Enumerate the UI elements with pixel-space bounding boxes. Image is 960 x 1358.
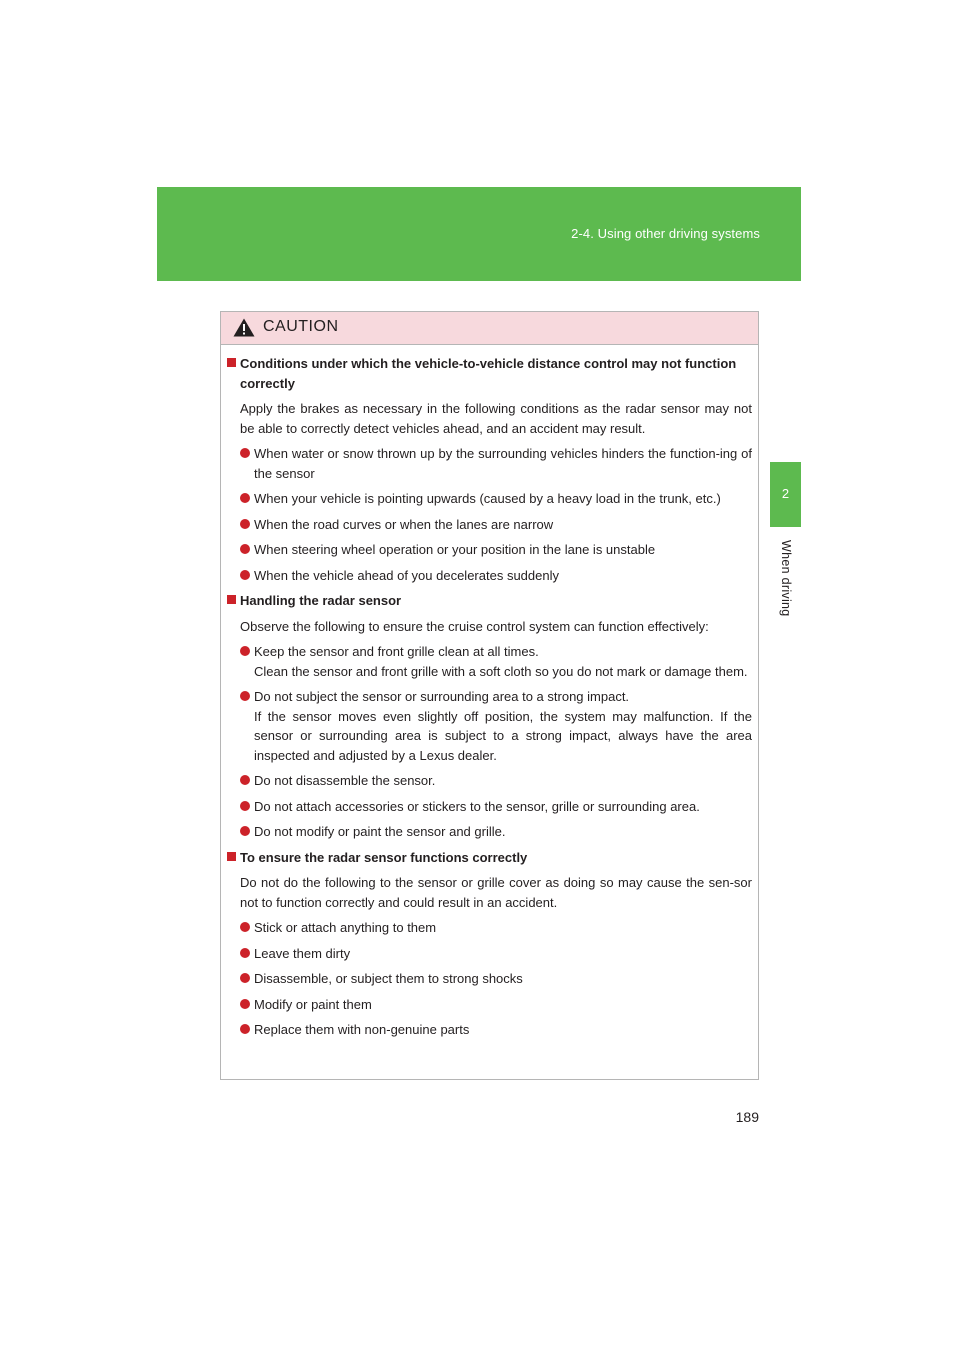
section-intro: Do not do the following to the sensor or grille cover as doing so may cause the sen-sor not to function correctly and could result in an accident. [240,875,752,910]
round-bullet-icon [240,691,250,701]
bullet-text: Disassemble, or subject them to strong shocks [254,971,523,986]
caution-title: CAUTION [263,318,339,335]
round-bullet-icon [240,801,250,811]
page-number: 189 [735,1109,759,1125]
chapter-label: When driving [779,540,793,617]
square-bullet-icon [227,595,236,604]
round-bullet-icon [240,448,250,458]
round-bullet-icon [240,999,250,1009]
round-bullet-icon [240,775,250,785]
chapter-header-band [157,187,801,281]
caution-section-heading [227,848,752,868]
section-heading-text: Handling the radar sensor [240,593,402,608]
bullet-item [227,1020,752,1040]
bullet-text: When your vehicle is pointing upwards (caused by a heavy load in the trunk, etc.) [254,491,721,506]
bullet-text: Stick or attach anything to them [254,920,437,935]
bullet-text: Do not attach accessories or stickers to the sensor, grille or surrounding area. [254,798,700,814]
section-title: 2-4. Using other driving systems [571,226,760,241]
section-intro: Observe the following to ensure the cruise control system can function effectively: [240,618,709,634]
bullet-item [227,797,752,817]
bullet-item [227,515,752,535]
bullet-item [227,540,752,560]
round-bullet-icon [240,544,250,554]
warning-triangle-icon [233,318,255,337]
bullet-item [227,822,752,842]
caution-box [220,311,759,1080]
caution-section-heading [227,354,752,393]
round-bullet-icon [240,922,250,932]
bullet-text: Do not modify or paint the sensor and grille. [254,824,506,839]
bullet-item [227,944,752,964]
bullet-text: Clean the sensor and front grille with a soft cloth so you do not mark or damage them. [254,663,748,679]
bullet-text: When water or snow thrown up by the surrounding vehicles hinders the function-ing of the sensor [254,446,752,481]
section-heading-text: To ensure the radar sensor functions correctly [240,849,528,865]
round-bullet-icon [240,519,250,529]
bullet-item [227,995,752,1015]
section-intro: Apply the brakes as necessary in the following conditions as the radar sensor may not be able to correctly detect vehicles ahead, and an accident may result. [240,401,752,436]
caution-content [221,345,758,1040]
caution-header [221,312,758,345]
round-bullet-icon [240,948,250,958]
round-bullet-icon [240,973,250,983]
round-bullet-icon [240,493,250,503]
bullet-text: When steering wheel operation or your position in the lane is unstable [254,542,656,557]
bullet-item [227,642,752,681]
chapter-number: 2 [781,486,790,501]
bullet-text: Do not subject the sensor or surrounding area to a strong impact. [254,689,630,704]
bullet-text: Modify or paint them [254,996,372,1012]
bullet-item [227,566,752,586]
bullet-text: When the road curves or when the lanes are narrow [254,516,554,532]
square-bullet-icon [227,358,236,367]
bullet-item [227,687,752,765]
bullet-item [227,771,752,791]
bullet-text: Keep the sensor and front grille clean at all times. [254,644,539,659]
bullet-text: Do not disassemble the sensor. [254,773,436,788]
bullet-item [227,918,752,938]
square-bullet-icon [227,852,236,861]
bullet-text: When the vehicle ahead of you decelerates suddenly [254,567,559,583]
caution-section-heading [227,591,752,611]
bullet-text: Leave them dirty [254,945,351,961]
bullet-text: Replace them with non-genuine parts [254,1022,470,1037]
bullet-text: If the sensor moves even slightly off position, the system may malfunction. If the sensor or surrounding area is subject to a strong impact, always have the area inspected and adjusted by a Lexus dealer. [254,708,752,763]
round-bullet-icon [240,1024,250,1034]
bullet-item [227,444,752,483]
bullet-item [227,969,752,989]
bullet-item [227,489,752,509]
chapter-tab [770,462,801,527]
round-bullet-icon [240,826,250,836]
round-bullet-icon [240,646,250,656]
section-heading-text: Conditions under which the vehicle-to-vehicle distance control may not function correctly [240,356,737,391]
round-bullet-icon [240,570,250,580]
